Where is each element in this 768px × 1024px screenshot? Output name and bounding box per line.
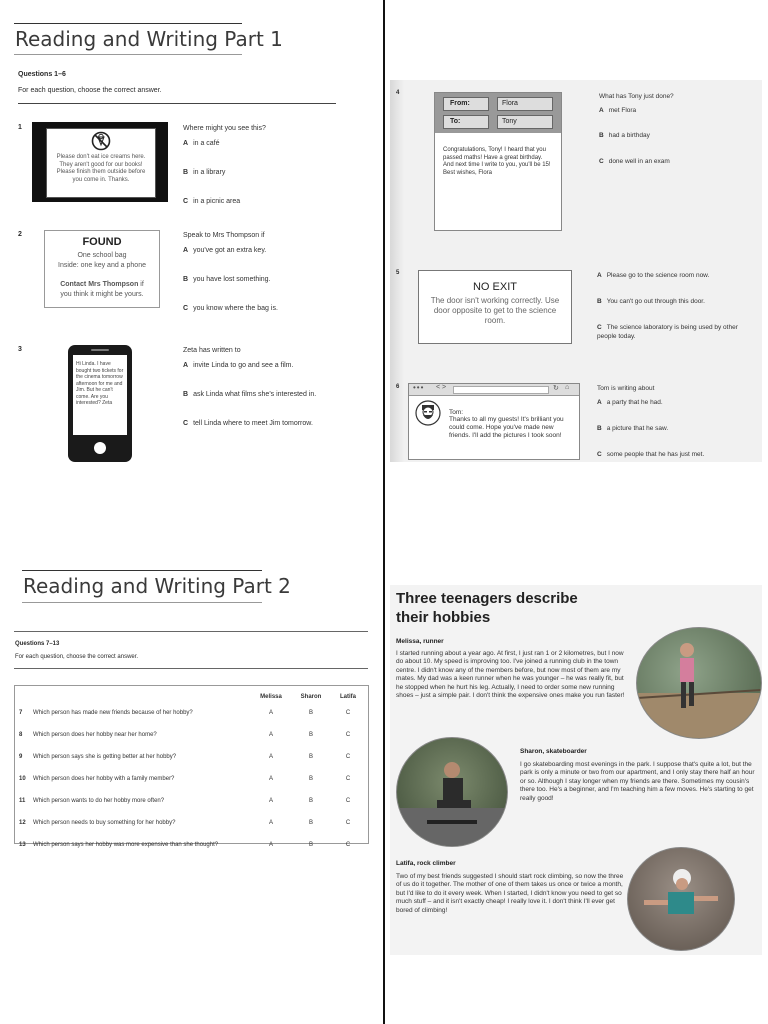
answer-a[interactable]: A	[268, 710, 273, 716]
option-c[interactable]: C you know where the bag is.	[183, 305, 278, 312]
option-a[interactable]: A Please go to the science room now.	[597, 272, 710, 279]
row-question: Which person does her hobby near her home?	[33, 732, 157, 738]
avatar	[415, 400, 441, 431]
section-rule	[14, 668, 368, 669]
answer-a[interactable]: A	[268, 820, 273, 826]
latifa-heading: Latifa, rock climber	[396, 860, 456, 867]
phone	[68, 345, 132, 462]
sharon-heading: Sharon, skateboarder	[520, 748, 587, 755]
reload-icon: ↻	[553, 385, 559, 392]
answer-a[interactable]: A	[268, 754, 273, 760]
phone-screen	[73, 355, 127, 435]
column-header: Sharon	[300, 694, 322, 700]
option-c[interactable]: C some people that he has just met.	[597, 451, 705, 458]
runner-photo	[636, 627, 762, 739]
part1-title: Reading and Writing Part 1	[15, 27, 283, 51]
row-question: Which person does her hobby with a family member?	[33, 776, 175, 782]
answer-b[interactable]: B	[308, 710, 313, 716]
address-bar	[453, 386, 549, 394]
no-exit-sign	[418, 270, 572, 344]
to-label: To:	[443, 115, 489, 129]
latifa-text: Two of my best friends suggested I should start rock climbing, so now the three of us do it together. The mother of one of them takes us once or twice a month, but I'd like to do it every week. When I started, I didn't know you need to get so much stuff – and it isn't exactly cheap! I really love it. I don't think I'll ever get bored of climbing!	[396, 873, 624, 914]
option-b[interactable]: B had a birthday	[599, 132, 650, 139]
column-header: Melissa	[260, 694, 282, 700]
answer-b[interactable]: B	[308, 776, 313, 782]
instruction: For each question, choose the correct answer.	[18, 87, 162, 94]
option-b[interactable]: B ask Linda what films she's interested in.	[183, 391, 317, 398]
row-number: 11	[19, 798, 26, 804]
found-line-3: you think it might be yours.	[60, 291, 144, 298]
answer-b[interactable]: B	[308, 732, 313, 738]
option-b[interactable]: B You can't go out through this door.	[597, 298, 705, 305]
found-contact: Contact Mrs Thompson if	[60, 281, 144, 288]
instruction: For each question, choose the correct answer.	[15, 654, 139, 660]
question-text: Zeta has written to	[183, 347, 241, 354]
answer-c[interactable]: C	[345, 754, 351, 760]
row-number: 10	[19, 776, 26, 782]
question-number: 4	[396, 90, 400, 96]
answer-b[interactable]: B	[308, 842, 313, 848]
melissa-text: I started running about a year ago. At first, I just ran 1 or 2 kilometres, but I now do about 10. My speed is improving too. I've joined a running club in the town centre. I didn't know any of the members before, but now most of them are my mates. My dad was a keen runner when he was younger – he was really fit, but he stopped when he hurt his leg. Actually, I need to order some new running shoes – just a simple pair. I don't think the expensive ones make you run faster!	[396, 650, 625, 700]
section-rule	[14, 631, 368, 632]
question-text: Speak to Mrs Thompson if	[183, 232, 265, 239]
question-number: 1	[18, 124, 22, 131]
option-c[interactable]: C done well in an exam	[599, 158, 670, 165]
option-a[interactable]: A met Flora	[599, 107, 637, 114]
sign-panel	[46, 128, 156, 198]
post-author: Tom:	[449, 409, 464, 416]
phone-home-button	[94, 442, 106, 454]
question-text: What has Tony just done?	[599, 93, 674, 100]
email-card	[434, 92, 562, 231]
table-row	[19, 750, 365, 772]
option-a[interactable]: A you've got an extra key.	[183, 247, 267, 254]
found-notice	[44, 230, 160, 308]
column-header: Latifa	[339, 694, 356, 700]
option-b[interactable]: B you have lost something.	[183, 276, 271, 283]
answer-a[interactable]: A	[268, 842, 273, 848]
row-number: 12	[19, 820, 26, 826]
question-number: 6	[396, 384, 400, 390]
question-number: 2	[18, 231, 22, 238]
question-text: Tom is writing about	[597, 385, 655, 392]
table-row	[19, 794, 365, 816]
questions-label: Questions 1–6	[18, 71, 66, 78]
answer-b[interactable]: B	[308, 754, 313, 760]
answer-c[interactable]: C	[345, 842, 351, 848]
phone-speaker	[91, 349, 109, 351]
question-number: 3	[18, 346, 22, 353]
table-row	[19, 728, 365, 750]
article-title: Three teenagers describe their hobbies	[396, 590, 578, 626]
sign-text: Please don't eat ice creams here. They aren't good for our books! Please finish them outside before you come in. Thanks.	[56, 154, 146, 183]
to-field: Tony	[497, 115, 553, 129]
brick-sign	[32, 122, 168, 202]
sharon-text: I go skateboarding most evenings in the park. I suppose that's quite a lot, but the park is only a minute or two from our apartment, and I only stay there half an hour or so. Although I stay longer when my friends are there. Sometimes my cousin's there too. He's a beginner, and I'm teaching him a few moves. He's starting to get really good!	[520, 761, 755, 802]
browser-toolbar	[409, 384, 579, 396]
answer-c[interactable]: C	[345, 820, 351, 826]
table-header	[19, 688, 365, 706]
row-number: 8	[19, 732, 23, 738]
page-divider	[383, 0, 385, 1024]
answer-c[interactable]: C	[345, 798, 351, 804]
option-c[interactable]: C tell Linda where to meet Jim tomorrow.	[183, 420, 313, 427]
email-body: Congratulations, Tony! I heard that you passed maths! Have a great birthday. And next time I write to you, you'll be 15! Best wishes, Flora	[443, 147, 551, 176]
skateboarder-photo	[396, 737, 508, 847]
found-line-1: One school bag	[77, 252, 127, 259]
section-rule	[18, 103, 336, 104]
answer-a[interactable]: A	[268, 798, 273, 804]
title-underline	[14, 54, 242, 55]
no-exit-text: The door isn't working correctly. Use door opposite to get to the science room.	[430, 296, 560, 325]
browser-window	[408, 383, 580, 460]
row-question: Which person wants to do her hobby more often?	[33, 798, 165, 804]
row-number: 9	[19, 754, 23, 760]
option-c[interactable]: C in a picnic area	[183, 198, 241, 205]
title-rule	[14, 23, 242, 24]
row-number: 7	[19, 710, 23, 716]
table-row	[19, 838, 365, 860]
found-line-2: Inside: one key and a phone	[58, 262, 146, 269]
from-field: Flora	[497, 97, 553, 111]
melissa-heading: Melissa, runner	[396, 638, 444, 645]
phone-message: Hi Linda. I have bought two tickets for the cinema tomorrow afternoon for me and Jim. But he can't come. Are you interested? Zeta	[76, 361, 124, 406]
quiz-table-box	[14, 685, 369, 848]
option-b[interactable]: B in a library	[183, 169, 226, 176]
option-a[interactable]: A invite Linda to go and see a film.	[183, 362, 294, 369]
table-row	[19, 816, 365, 838]
no-exit-title: NO EXIT	[472, 281, 517, 293]
option-a[interactable]: A in a café	[183, 140, 220, 147]
answer-c[interactable]: C	[345, 710, 351, 716]
from-label: From:	[443, 97, 489, 111]
window-controls-icon: •••	[413, 383, 425, 392]
nav-arrows-icon: < >	[436, 384, 447, 391]
answer-b[interactable]: B	[308, 798, 313, 804]
row-question: Which person says she is getting better at her hobby?	[33, 754, 177, 760]
answer-a[interactable]: A	[268, 732, 273, 738]
answer-c[interactable]: C	[345, 732, 351, 738]
option-c[interactable]: C The science laboratory is being used by other people today.	[597, 324, 738, 340]
option-b[interactable]: B a picture that he saw.	[597, 425, 669, 432]
option-a[interactable]: A a party that he had.	[597, 399, 663, 406]
title-rule	[22, 570, 262, 571]
row-question: Which person says her hobby was more expensive than she thought?	[33, 842, 219, 848]
row-question: Which person has made new friends because of her hobby?	[33, 710, 193, 716]
part2-title: Reading and Writing Part 2	[23, 574, 291, 598]
post-text: Thanks to all my guests! It's brilliant you could come. Hope you've made new friends. I'll add the pictures I took soon!	[449, 416, 564, 439]
answer-c[interactable]: C	[345, 776, 351, 782]
answer-b[interactable]: B	[308, 820, 313, 826]
row-number: 13	[19, 842, 26, 848]
no-ice-cream-icon	[91, 131, 111, 156]
table-row	[19, 706, 365, 728]
quiz-table	[19, 688, 365, 860]
table-row	[19, 772, 365, 794]
question-number: 5	[396, 270, 400, 276]
climber-photo	[627, 847, 735, 951]
row-question: Which person needs to buy something for her hobby?	[33, 820, 176, 826]
home-icon: ⌂	[565, 384, 570, 391]
answer-a[interactable]: A	[268, 776, 273, 782]
title-underline	[22, 602, 262, 603]
question-text: Where might you see this?	[183, 125, 266, 132]
found-title: FOUND	[82, 236, 122, 248]
questions-label: Questions 7–13	[15, 641, 60, 647]
